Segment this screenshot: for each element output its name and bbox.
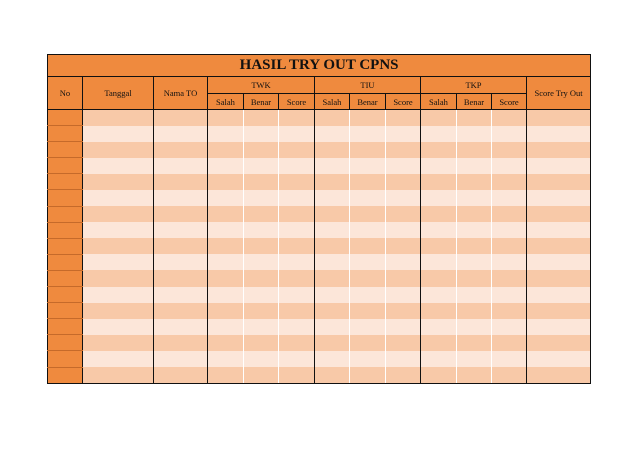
cell-score-try-out[interactable] <box>527 303 591 319</box>
header-no: No <box>48 77 83 110</box>
cell-tkp-score[interactable] <box>492 319 527 335</box>
cell-twk-benar[interactable] <box>244 222 279 238</box>
cell-nama-to[interactable] <box>154 270 208 286</box>
table-row <box>48 319 591 335</box>
cell-twk-salah[interactable] <box>208 126 244 142</box>
cell-tanggal[interactable] <box>83 206 154 222</box>
cell-twk-benar[interactable] <box>244 303 279 319</box>
cell-tkp-salah[interactable] <box>421 126 457 142</box>
cell-nama-to[interactable] <box>154 254 208 270</box>
cell-tkp-benar[interactable] <box>457 158 492 174</box>
cell-tiu-salah[interactable] <box>315 367 350 383</box>
cell-tiu-score[interactable] <box>386 190 421 206</box>
cell-tiu-score[interactable] <box>386 303 421 319</box>
cell-tkp-salah[interactable] <box>421 110 457 126</box>
cell-tiu-score[interactable] <box>386 254 421 270</box>
row-no-cell[interactable] <box>48 270 83 286</box>
cell-twk-salah[interactable] <box>208 238 244 254</box>
row-no-cell[interactable] <box>48 174 83 190</box>
cell-tkp-score[interactable] <box>492 110 527 126</box>
cell-tiu-score[interactable] <box>386 335 421 351</box>
cell-tiu-benar[interactable] <box>350 110 386 126</box>
cell-score-try-out[interactable] <box>527 335 591 351</box>
table-row <box>48 351 591 367</box>
cell-tanggal[interactable] <box>83 319 154 335</box>
header-nama-to: Nama TO <box>154 77 208 110</box>
cell-nama-to[interactable] <box>154 174 208 190</box>
cell-score-try-out[interactable] <box>527 254 591 270</box>
cell-twk-salah[interactable] <box>208 270 244 286</box>
cell-tiu-score[interactable] <box>386 367 421 383</box>
cell-tiu-score[interactable] <box>386 174 421 190</box>
cell-tiu-salah[interactable] <box>315 158 350 174</box>
cell-tiu-score[interactable] <box>386 238 421 254</box>
cell-score-try-out[interactable] <box>527 367 591 383</box>
cell-tiu-salah[interactable] <box>315 110 350 126</box>
cell-tkp-benar[interactable] <box>457 190 492 206</box>
cell-twk-score[interactable] <box>279 190 315 206</box>
cell-tkp-benar[interactable] <box>457 254 492 270</box>
row-no-cell[interactable] <box>48 351 83 367</box>
table-row <box>48 206 591 222</box>
cell-twk-score[interactable] <box>279 158 315 174</box>
cell-score-try-out[interactable] <box>527 142 591 158</box>
cell-twk-score[interactable] <box>279 367 315 383</box>
cell-tiu-salah[interactable] <box>315 206 350 222</box>
cell-tiu-salah[interactable] <box>315 190 350 206</box>
cell-twk-score[interactable] <box>279 287 315 303</box>
cell-score-try-out[interactable] <box>527 158 591 174</box>
cell-nama-to[interactable] <box>154 367 208 383</box>
cell-tiu-salah[interactable] <box>315 126 350 142</box>
cell-twk-benar[interactable] <box>244 351 279 367</box>
cell-twk-score[interactable] <box>279 351 315 367</box>
cell-tkp-salah[interactable] <box>421 222 457 238</box>
cell-twk-benar[interactable] <box>244 158 279 174</box>
cell-tiu-salah[interactable] <box>315 319 350 335</box>
table-row <box>48 335 591 351</box>
cell-twk-salah[interactable] <box>208 254 244 270</box>
row-no-cell[interactable] <box>48 367 83 383</box>
cell-twk-salah[interactable] <box>208 206 244 222</box>
cell-tkp-salah[interactable] <box>421 158 457 174</box>
cell-nama-to[interactable] <box>154 319 208 335</box>
cell-tiu-salah[interactable] <box>315 303 350 319</box>
cell-tanggal[interactable] <box>83 303 154 319</box>
cell-tiu-benar[interactable] <box>350 206 386 222</box>
cell-twk-benar[interactable] <box>244 367 279 383</box>
cell-tkp-salah[interactable] <box>421 351 457 367</box>
cell-tiu-score[interactable] <box>386 287 421 303</box>
cell-tkp-score[interactable] <box>492 190 527 206</box>
cell-tanggal[interactable] <box>83 287 154 303</box>
cell-tiu-score[interactable] <box>386 351 421 367</box>
header-score-try-out: Score Try Out <box>527 77 591 110</box>
cell-tanggal[interactable] <box>83 270 154 286</box>
cell-nama-to[interactable] <box>154 335 208 351</box>
cell-nama-to[interactable] <box>154 158 208 174</box>
cell-tiu-score[interactable] <box>386 110 421 126</box>
table-body <box>48 110 591 384</box>
cell-twk-salah[interactable] <box>208 351 244 367</box>
table-row <box>48 190 591 206</box>
cell-tkp-salah[interactable] <box>421 367 457 383</box>
cell-nama-to[interactable] <box>154 126 208 142</box>
cell-tiu-salah[interactable] <box>315 287 350 303</box>
cell-twk-salah[interactable] <box>208 110 244 126</box>
cell-tkp-salah[interactable] <box>421 254 457 270</box>
cell-tkp-score[interactable] <box>492 367 527 383</box>
cell-nama-to[interactable] <box>154 190 208 206</box>
cell-tiu-benar[interactable] <box>350 174 386 190</box>
cell-tiu-benar[interactable] <box>350 222 386 238</box>
cell-tiu-score[interactable] <box>386 222 421 238</box>
table-row <box>48 158 591 174</box>
cell-tkp-score[interactable] <box>492 222 527 238</box>
row-no-cell[interactable] <box>48 254 83 270</box>
header-twk-score: Score <box>279 94 315 110</box>
cell-tiu-benar[interactable] <box>350 190 386 206</box>
cell-tkp-salah[interactable] <box>421 238 457 254</box>
cell-tkp-score[interactable] <box>492 335 527 351</box>
cell-tkp-score[interactable] <box>492 238 527 254</box>
cell-twk-salah[interactable] <box>208 287 244 303</box>
cell-score-try-out[interactable] <box>527 287 591 303</box>
cell-nama-to[interactable] <box>154 110 208 126</box>
cell-tiu-salah[interactable] <box>315 222 350 238</box>
cell-tiu-score[interactable] <box>386 270 421 286</box>
cell-tkp-salah[interactable] <box>421 174 457 190</box>
cell-tanggal[interactable] <box>83 158 154 174</box>
cell-tanggal[interactable] <box>83 190 154 206</box>
cell-tiu-benar[interactable] <box>350 126 386 142</box>
cell-tkp-score[interactable] <box>492 174 527 190</box>
row-no-cell[interactable] <box>48 287 83 303</box>
cell-tanggal[interactable] <box>83 351 154 367</box>
row-no-cell[interactable] <box>48 319 83 335</box>
header-tkp: TKP <box>421 77 527 94</box>
table-row <box>48 110 591 126</box>
table-row <box>48 238 591 254</box>
cell-tkp-benar[interactable] <box>457 367 492 383</box>
cell-tiu-salah[interactable] <box>315 335 350 351</box>
cell-tiu-benar[interactable] <box>350 270 386 286</box>
cell-score-try-out[interactable] <box>527 174 591 190</box>
cell-twk-benar[interactable] <box>244 206 279 222</box>
cell-tkp-salah[interactable] <box>421 270 457 286</box>
cell-twk-salah[interactable] <box>208 174 244 190</box>
row-no-cell[interactable] <box>48 335 83 351</box>
cell-score-try-out[interactable] <box>527 270 591 286</box>
cell-tanggal[interactable] <box>83 367 154 383</box>
cell-tiu-salah[interactable] <box>315 270 350 286</box>
cell-tkp-benar[interactable] <box>457 270 492 286</box>
row-no-cell[interactable] <box>48 142 83 158</box>
cell-tkp-benar[interactable] <box>457 222 492 238</box>
cell-score-try-out[interactable] <box>527 126 591 142</box>
row-no-cell[interactable] <box>48 126 83 142</box>
cell-score-try-out[interactable] <box>527 222 591 238</box>
cell-tkp-score[interactable] <box>492 158 527 174</box>
cell-tiu-benar[interactable] <box>350 351 386 367</box>
table-row <box>48 142 591 158</box>
cell-twk-salah[interactable] <box>208 367 244 383</box>
cell-twk-salah[interactable] <box>208 158 244 174</box>
sheet-title: HASIL TRY OUT CPNS <box>48 55 591 77</box>
header-tiu-score: Score <box>386 94 421 110</box>
cell-tkp-benar[interactable] <box>457 287 492 303</box>
cell-twk-score[interactable] <box>279 238 315 254</box>
cell-twk-score[interactable] <box>279 319 315 335</box>
cell-nama-to[interactable] <box>154 142 208 158</box>
cell-tiu-salah[interactable] <box>315 254 350 270</box>
cell-tkp-benar[interactable] <box>457 238 492 254</box>
table-row <box>48 367 591 383</box>
cell-tanggal[interactable] <box>83 126 154 142</box>
cell-tkp-score[interactable] <box>492 303 527 319</box>
cell-nama-to[interactable] <box>154 238 208 254</box>
header-twk: TWK <box>208 77 315 94</box>
cell-twk-salah[interactable] <box>208 142 244 158</box>
header-tkp-score: Score <box>492 94 527 110</box>
cell-tkp-salah[interactable] <box>421 335 457 351</box>
cell-twk-benar[interactable] <box>244 319 279 335</box>
cell-twk-benar[interactable] <box>244 335 279 351</box>
cell-tanggal[interactable] <box>83 222 154 238</box>
cell-twk-benar[interactable] <box>244 270 279 286</box>
cell-tiu-score[interactable] <box>386 158 421 174</box>
row-no-cell[interactable] <box>48 303 83 319</box>
cell-tkp-benar[interactable] <box>457 206 492 222</box>
row-no-cell[interactable] <box>48 190 83 206</box>
cell-tiu-salah[interactable] <box>315 142 350 158</box>
cell-score-try-out[interactable] <box>527 319 591 335</box>
header-twk-salah: Salah <box>208 94 244 110</box>
cell-tkp-salah[interactable] <box>421 287 457 303</box>
header-twk-benar: Benar <box>244 94 279 110</box>
cell-tkp-score[interactable] <box>492 287 527 303</box>
cell-tiu-benar[interactable] <box>350 238 386 254</box>
cell-tiu-salah[interactable] <box>315 238 350 254</box>
header-tanggal: Tanggal <box>83 77 154 110</box>
cell-tiu-score[interactable] <box>386 319 421 335</box>
cell-twk-benar[interactable] <box>244 254 279 270</box>
cell-twk-score[interactable] <box>279 126 315 142</box>
cell-score-try-out[interactable] <box>527 351 591 367</box>
cell-tiu-benar[interactable] <box>350 335 386 351</box>
header-tiu-salah: Salah <box>315 94 350 110</box>
cell-tkp-benar[interactable] <box>457 335 492 351</box>
cell-twk-score[interactable] <box>279 254 315 270</box>
cell-twk-salah[interactable] <box>208 222 244 238</box>
row-no-cell[interactable] <box>48 110 83 126</box>
table-row <box>48 254 591 270</box>
cell-twk-score[interactable] <box>279 222 315 238</box>
table-row <box>48 126 591 142</box>
table-row <box>48 287 591 303</box>
cell-tiu-benar[interactable] <box>350 319 386 335</box>
cell-twk-score[interactable] <box>279 110 315 126</box>
cell-tkp-score[interactable] <box>492 206 527 222</box>
cell-nama-to[interactable] <box>154 351 208 367</box>
cell-twk-score[interactable] <box>279 206 315 222</box>
cell-tiu-score[interactable] <box>386 206 421 222</box>
cell-tanggal[interactable] <box>83 142 154 158</box>
row-no-cell[interactable] <box>48 158 83 174</box>
cell-twk-salah[interactable] <box>208 335 244 351</box>
cell-tiu-benar[interactable] <box>350 158 386 174</box>
cell-nama-to[interactable] <box>154 206 208 222</box>
cell-score-try-out[interactable] <box>527 190 591 206</box>
cell-score-try-out[interactable] <box>527 110 591 126</box>
cell-nama-to[interactable] <box>154 287 208 303</box>
row-no-cell[interactable] <box>48 222 83 238</box>
cell-tiu-benar[interactable] <box>350 303 386 319</box>
cell-tkp-benar[interactable] <box>457 126 492 142</box>
cell-tiu-score[interactable] <box>386 126 421 142</box>
cell-twk-benar[interactable] <box>244 126 279 142</box>
cell-tkp-benar[interactable] <box>457 142 492 158</box>
cell-tkp-benar[interactable] <box>457 174 492 190</box>
cell-tkp-score[interactable] <box>492 254 527 270</box>
cell-nama-to[interactable] <box>154 303 208 319</box>
cell-tkp-salah[interactable] <box>421 319 457 335</box>
cell-twk-benar[interactable] <box>244 174 279 190</box>
cell-tkp-score[interactable] <box>492 351 527 367</box>
cell-twk-score[interactable] <box>279 174 315 190</box>
cell-twk-score[interactable] <box>279 303 315 319</box>
header-tiu: TIU <box>315 77 421 94</box>
table-row <box>48 303 591 319</box>
cell-twk-benar[interactable] <box>244 238 279 254</box>
cell-twk-benar[interactable] <box>244 190 279 206</box>
cell-tkp-salah[interactable] <box>421 190 457 206</box>
row-no-cell[interactable] <box>48 206 83 222</box>
cell-twk-benar[interactable] <box>244 142 279 158</box>
table-row <box>48 270 591 286</box>
cell-score-try-out[interactable] <box>527 206 591 222</box>
cell-tanggal[interactable] <box>83 238 154 254</box>
cell-tiu-salah[interactable] <box>315 351 350 367</box>
cell-tiu-benar[interactable] <box>350 142 386 158</box>
cell-tanggal[interactable] <box>83 174 154 190</box>
table-row <box>48 174 591 190</box>
cell-tanggal[interactable] <box>83 335 154 351</box>
cell-score-try-out[interactable] <box>527 238 591 254</box>
cell-tkp-salah[interactable] <box>421 303 457 319</box>
cell-tkp-salah[interactable] <box>421 206 457 222</box>
cell-twk-benar[interactable] <box>244 110 279 126</box>
cell-tkp-score[interactable] <box>492 126 527 142</box>
cell-nama-to[interactable] <box>154 222 208 238</box>
cell-twk-salah[interactable] <box>208 190 244 206</box>
cell-tiu-benar[interactable] <box>350 287 386 303</box>
try-out-results-sheet <box>47 54 590 384</box>
cell-tiu-salah[interactable] <box>315 174 350 190</box>
cell-tanggal[interactable] <box>83 254 154 270</box>
cell-tkp-score[interactable] <box>492 270 527 286</box>
cell-tiu-benar[interactable] <box>350 367 386 383</box>
cell-twk-score[interactable] <box>279 270 315 286</box>
header-tkp-salah: Salah <box>421 94 457 110</box>
cell-tkp-benar[interactable] <box>457 351 492 367</box>
cell-tkp-salah[interactable] <box>421 142 457 158</box>
table-row <box>48 222 591 238</box>
cell-tanggal[interactable] <box>83 110 154 126</box>
cell-twk-salah[interactable] <box>208 319 244 335</box>
cell-twk-score[interactable] <box>279 142 315 158</box>
header-tiu-benar: Benar <box>350 94 386 110</box>
results-table <box>47 54 591 384</box>
cell-tkp-benar[interactable] <box>457 303 492 319</box>
cell-tkp-benar[interactable] <box>457 319 492 335</box>
cell-twk-benar[interactable] <box>244 287 279 303</box>
cell-tiu-score[interactable] <box>386 142 421 158</box>
cell-twk-score[interactable] <box>279 335 315 351</box>
cell-tkp-score[interactable] <box>492 142 527 158</box>
row-no-cell[interactable] <box>48 238 83 254</box>
header-tkp-benar: Benar <box>457 94 492 110</box>
cell-twk-salah[interactable] <box>208 303 244 319</box>
cell-tkp-benar[interactable] <box>457 110 492 126</box>
cell-tiu-benar[interactable] <box>350 254 386 270</box>
